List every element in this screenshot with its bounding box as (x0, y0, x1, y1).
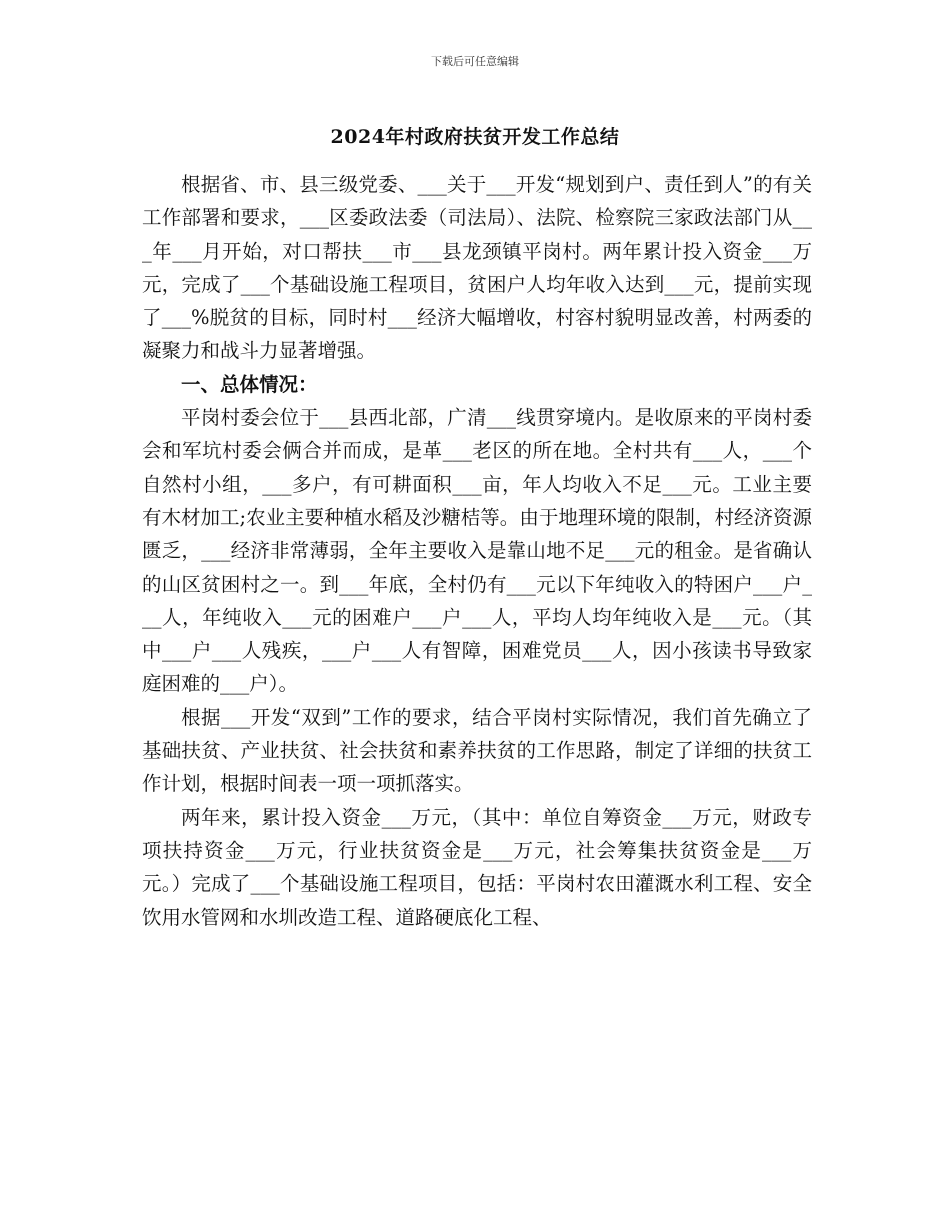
document-title: 2024年村政府扶贫开发工作总结 (330, 126, 620, 148)
document-body (142, 168, 812, 934)
paragraph-intro: 根据省、市、县三级党委、___关于___开发“规划到户、责任到人”的有关工作部署和要求，___区委政法委（司法局）、法院、检察院三家政法部门从___年___月开始，对口帮扶___市___县龙颈镇平岗村。两年累计投入资金___万元，完成了___个基础设施工程项目，贫困户人均年收入达到___元，提前实现了___%脱贫的目标，同时村___经济大幅增收，村容村貌明显改善，村两委的凝聚力和战斗力显著增强。 (142, 173, 812, 363)
paragraph-approach: 根据___开发“双到”工作的要求，结合平岗村实际情况，我们首先确立了基础扶贫、产业扶贫、社会扶贫和素养扶贫的工作思路，制定了详细的扶贫工作计划，根据时间表一项一项抓落实。 (142, 705, 812, 796)
section-heading-overview: 一、总体情况： (181, 372, 318, 396)
paragraph-investment: 两年来，累计投入资金___万元，（其中：单位自筹资金___万元，财政专项扶持资金___万元，行业扶贫资金是___万元，社会筹集扶贫资金是___万元。）完成了___个基础设施工程项目，包括：平岗村农田灌溉水利工程、安全饮用水管网和水圳改造工程、道路硬底化工程、 (142, 805, 812, 929)
header-note: 下载后可任意编辑 (431, 55, 519, 68)
paragraph-overview: 平岗村委会位于___县西北部，广清___线贯穿境内。是收原来的平岗村委会和军坑村委会俩合并而成，是革___老区的所在地。全村共有___人，___个自然村小组，___多户，有可耕面积___亩，年人均收入不足___元。工业主要有木材加工;农业主要种植水稻及沙糖桔等。由于地理环境的限制，村经济资源匮乏，___经济非常薄弱，全年主要收入是靠山地不足___元的租金。是省确认的山区贫困村之一。到___年底，全村仍有___元以下年纯收入的特困户___户___人，年纯收入___元的困难户___户___人，平均人均年纯收入是___元。（其中___户___人残疾，___户___人有智障，困难党员___人，因小孩读书导致家庭困难的___户）。 (142, 406, 812, 696)
